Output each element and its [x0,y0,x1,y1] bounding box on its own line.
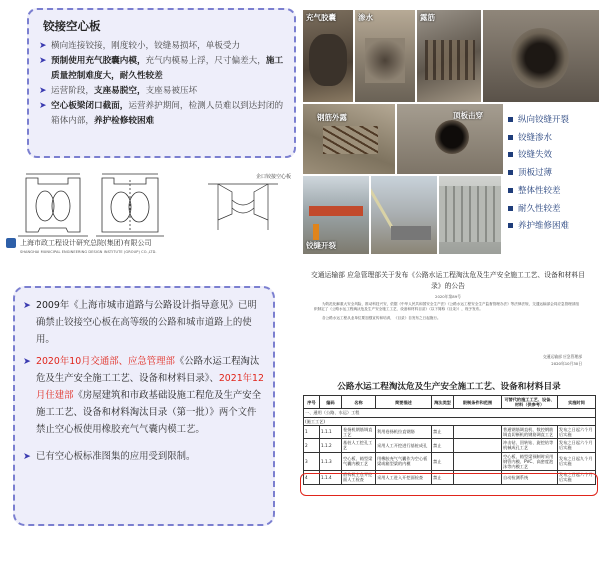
defect-label: 顶板过薄 [518,168,553,179]
defect-item [508,147,569,165]
arrow-icon: ➤ [23,300,31,311]
table-cell: 利用卷扬机拉直钢筋 [376,425,432,438]
arrow-icon: ➤ [39,41,47,51]
bullet-text: 支座易脱空， [93,86,146,96]
catalog-title: 公路水运工程淘汰危及生产安全施工工艺、设备和材料目录 [337,382,561,392]
table-cell: 普通钢筋调直机、数控钢筋调直切断机的钢筋调直工艺 [502,425,558,438]
square-bullet-icon [508,188,513,193]
slab-cross-section-diagram [18,170,293,240]
defect-item [508,201,569,219]
table-cell: 采用人工进入开挖面检查 [376,471,432,484]
catalog-header-cell: 序号 [304,396,320,409]
catalog-header-cell: 可替代的施工工艺、设备、材料（供参考） [502,396,558,409]
table-cell: 2 [304,439,320,452]
table-cell: 发布之日起六个月后实施 [558,439,596,452]
photo-inflatable-bladder: 充气胶囊 [303,10,353,102]
notice-title: 交通运输部 应急管理部关于发布《公路水运工程淘汰危及生产安全施工工艺、设备和材料目录》的公告 [310,271,586,290]
table-cell: 用橡胶充气气囊作为空心板梁或箱型梁的内模 [376,452,432,471]
policy-item [23,297,265,348]
table-cell: 1 [304,425,320,438]
bullet-text: 运营阶段， [51,86,94,96]
policy-text: 已明确禁止铰接空心板在高等级的公路和城市道路上的使用。 [36,300,257,345]
institute-name: 上海市政工程设计研究总院(集团)有限公司 [20,239,152,247]
bullet-text: 预制使用充气胶囊内模， [51,56,146,66]
bullet-item [37,99,286,129]
institute-logo-icon [6,238,16,248]
catalog-section-label: (施工工艺) [304,417,596,425]
catalog-section-row [304,417,596,425]
bullet-list [37,39,286,129]
catalog-header-cell: 限制条件和范围 [454,396,502,409]
table-cell [454,425,502,438]
defect-item [508,112,569,130]
arrow-icon: ➤ [23,451,31,462]
table-cell: 3 [304,452,320,471]
table-row [304,425,596,438]
table-cell: 4 [304,471,320,484]
table-cell: 采用人工开挖进行基桩成孔 [376,439,432,452]
table-cell: 禁止 [432,452,454,471]
square-bullet-icon [508,223,513,228]
notice-number: 2020年第89号 [435,294,461,299]
table-cell: 自动检测系统 [502,471,558,484]
defect-label: 纵向铰缝开裂 [518,115,570,125]
defect-label: 整体性较差 [518,185,561,196]
table-cell: 基桩人工挖孔工艺 [342,439,376,452]
table-cell: 发布之日起六个月后实施 [558,425,596,438]
photo-seepage: 渗水 [355,10,415,102]
square-bullet-icon [508,135,513,140]
defect-item [508,165,569,183]
square-bullet-icon [508,170,513,175]
catalog-section-label: 一、通用（公路、水运）工程 [304,409,596,417]
policy-text: 《公路水运工程淘汰危及生产安全施工工艺、设备和材料目录》 [36,356,260,384]
table-cell: 1.1.4 [320,471,342,484]
policy-text: 两个文件禁止空心板使用橡胶充气气囊内模工艺。 [36,407,257,435]
table-row [304,452,596,471]
bullet-text: 养护检修较困难 [93,116,155,126]
policy-text: 2020年10月交通部、应急管理部 [36,356,175,367]
bullet-text: 充气内模易上浮，尺寸偏差大， [145,56,266,66]
photo-exposed-rebar-2 [483,10,599,102]
bullet-item [37,84,286,99]
photo-top-slab-punch-through: 顶板击穿 [397,104,503,174]
catalog-header-cell: 实施时间 [558,396,596,409]
arrow-icon: ➤ [39,101,47,111]
table-cell [454,439,502,452]
table-cell: 空心板、箱型梁气囊内模工艺 [342,452,376,471]
photo-exposed-rebar-1: 露筋 [417,10,481,102]
catalog-header-cell: 简要描述 [376,396,432,409]
policy-text: 、 [209,373,219,384]
defect-label: 养护维修困难 [518,221,570,232]
bullet-text: 支座易被压坏 [145,86,198,96]
catalog-header-cell: 淘汰类型 [432,396,454,409]
photo-crane-site [371,176,437,254]
table-cell: 禁止 [432,439,454,452]
notice-signature-date: 2020年10月30日 [551,361,582,366]
policy-item [23,353,265,438]
square-bullet-icon [508,117,513,122]
table-cell: 1.1.2 [320,439,342,452]
bullet-item [37,54,286,84]
defect-item [508,218,569,236]
diagram-caption: 企口铰接空心板 [256,174,292,180]
table-cell: 禁止 [432,471,454,484]
photo-rebar-exposed-deck: 钢筋外露 [303,104,395,174]
catalog-header-cell: 名称 [342,396,376,409]
table-row [304,439,596,452]
defect-item [508,183,569,201]
table-cell: 禁止 [432,425,454,438]
defect-label: 耐久性较差 [518,203,561,214]
square-bullet-icon [508,152,513,157]
bullet-text: 运营养护期间，检测人员难以到达封闭的箱体内部， [51,101,284,126]
hollow-slab-panel [27,8,296,158]
official-notice [300,270,596,372]
catalog-table [303,395,596,485]
photo-construction-site: 铰缝开裂 [303,176,369,254]
arrow-icon: ➤ [39,56,47,66]
table-cell [454,452,502,471]
catalog-header-cell: 编码 [320,396,342,409]
table-cell: 发布之日起六个月后实施 [558,471,596,484]
notice-signature-org: 交通运输部 应急管理部 [542,354,582,359]
bullet-text: 横向连接铰接，刚度较小，铰缝易损坏，单板受力 [51,41,241,51]
policy-text: 2021年12月住建部 [36,373,264,401]
policy-panel [13,286,275,526]
table-cell: 盾构机土仓开挖面人工检查 [342,471,376,484]
defect-label: 铰缝失效 [518,150,553,161]
catalog-header-row [304,396,596,409]
policy-text: 2009年《上海市城市道路与公路设计指导意见》 [36,300,238,311]
table-cell: 卷扬机钢筋调直工艺 [342,425,376,438]
table-cell: 发布之日起九个月后实施 [558,452,596,471]
square-bullet-icon [508,206,513,211]
table-cell: 冲击钻、回转钻、旋挖钻等机械成孔工艺 [502,439,558,452]
bullet-text: 施工质量控制难度大，耐久性较差 [51,56,284,81]
notice-body-2: 各公路水运工程从业单位要加强宣传和培训，《目录》自发布之日起施行。 [322,316,441,321]
policy-text: 《房屋建筑和市政基础设施工程危及生产安全施工工艺、设备和材料淘汰目录（第一批）》 [36,390,262,418]
defect-label: 铰缝渗水 [518,132,553,143]
policy-text: 已有空心板标准图集的应用受到限制。 [36,451,196,462]
panel-title: 铰接空心板 [43,19,101,33]
bullet-text: 空心板梁闭口截面， [51,101,129,111]
defect-list [508,112,569,236]
defect-item [508,130,569,148]
arrow-icon: ➤ [23,356,31,367]
table-cell: 空心板、箱型梁预制时采用钢管内模、PVC、高密度泡沫等内模工艺 [502,452,558,471]
notice-body-1: 为防范化解重大安全风险，推动科技兴安，依据《中华人民共和国安全生产法》《公路水运工程安全生产监督管理办法》等法律法规，交通运输部会同应急管理部组织制定了《公路水运工程淘汰危及生产安全施工工艺、设备和材料目录》（以下简称《目录》），现予发布。 [314,302,579,312]
table-cell: 1.1.1 [320,425,342,438]
institute-logo [6,238,151,248]
photo-beam-underside [439,176,501,254]
highlight-bladder-row [300,473,598,496]
policy-item [23,448,265,465]
institute-name-en: SHANGHAI MUNICIPAL ENGINEERING DESIGN INSTITUTE (GROUP) CO.,LTD. [20,250,157,254]
arrow-icon: ➤ [39,86,47,96]
table-cell: 1.1.3 [320,452,342,471]
catalog-section-row [304,409,596,417]
bullet-item [37,39,286,54]
